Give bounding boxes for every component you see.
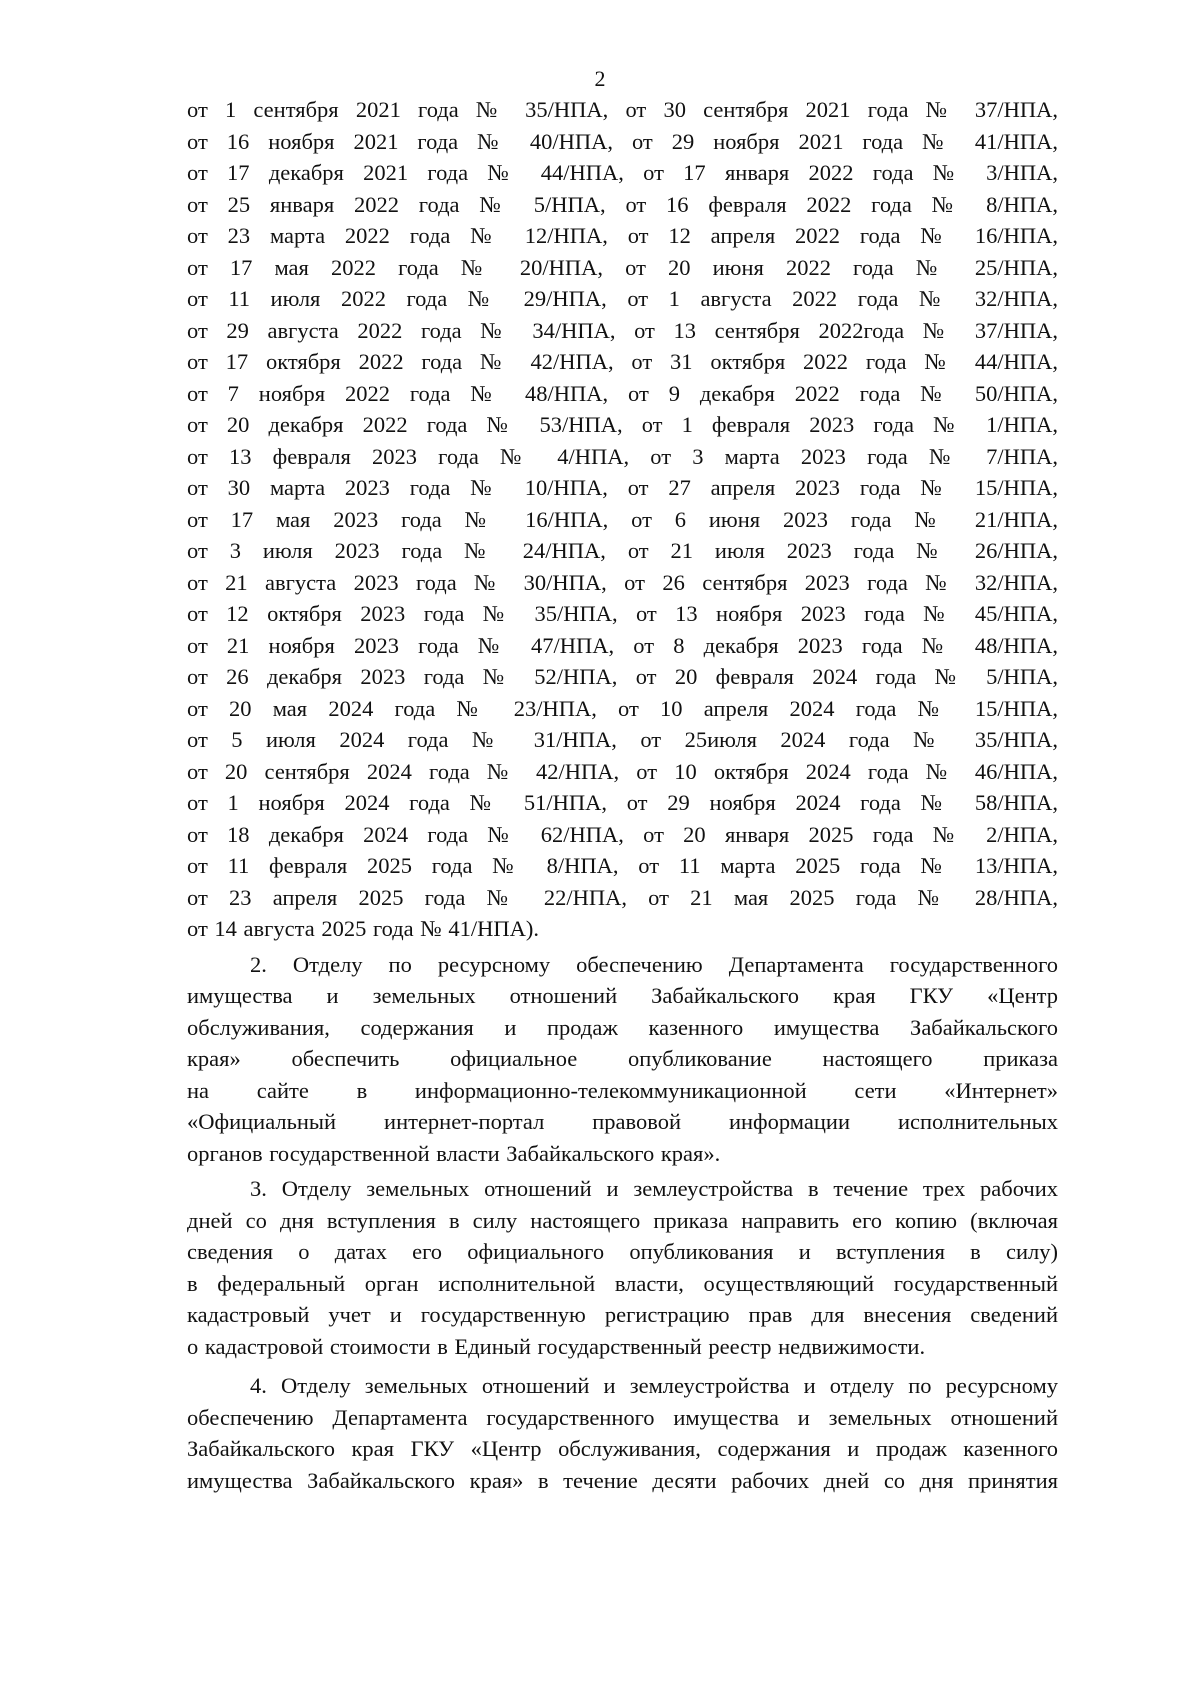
text-line: от 29 августа 2022 года № 34/НПА, от 13 сентября 2022года № 37/НПА, [187,317,1058,343]
text-line: от 25 января 2022 года № 5/НПА, от 16 февраля 2022 года № 8/НПА, [187,191,1058,217]
text-line: от 12 октября 2023 года № 35/НПА, от 13 ноября 2023 года № 45/НПА, [187,601,1058,626]
text-line: от 21 августа 2023 года № 30/НПА, от 26 сентября 2023 года № 32/НПА, [187,569,1058,595]
text-line: края» обеспечить официальное опубликование настоящего приказа [187,1046,1058,1071]
text-line: от 30 марта 2023 года № 10/НПА, от 27 апреля 2023 года № 15/НПА, [187,475,1058,500]
text-line: от 11 февраля 2025 года № 8/НПА, от 11 марта 2025 года № 13/НПА, [187,853,1058,878]
text-line: 3. Отделу земельных отношений и землеустройства в течение трех рабочих [250,1176,1058,1201]
text-line: обеспечению Департамента государственного имущества и земельных отношений [187,1404,1058,1430]
text-line: на сайте в информационно-телекоммуникационной сети «Интернет» [187,1077,1058,1103]
text-line: органов государственной власти Забайкальского края». [187,1140,721,1166]
text-line: от 17 декабря 2021 года № 44/НПА, от 17 января 2022 года № 3/НПА, [187,160,1058,185]
paragraph-2 [187,949,1058,1170]
text-line: от 1 ноября 2024 года № 51/НПА, от 29 ноября 2024 года № 58/НПА, [187,790,1058,815]
text-line: сведения о датах его официального опубликования и вступления в силу) [187,1239,1058,1264]
text-line: имущества Забайкальского края» в течение десяти рабочих дней со дня принятия [187,1467,1058,1493]
text-line: «Официальный интернет-портал правовой информации исполнительных [187,1109,1058,1134]
text-line: от 5 июля 2024 года № 31/НПА, от 25июля 2024 года № 35/НПА, [187,727,1058,752]
text-line: от 11 июля 2022 года № 29/НПА, от 1 августа 2022 года № 32/НПА, [187,286,1058,311]
text-line: от 13 февраля 2023 года № 4/НПА, от 3 марта 2023 года № 7/НПА, [187,443,1058,469]
text-line: 2. Отделу по ресурсному обеспечению Департамента государственного [250,951,1058,977]
text-line: от 17 мая 2023 года № 16/НПА, от 6 июня 2023 года № 21/НПА, [187,506,1058,532]
text-line: имущества и земельных отношений Забайкальского края ГКУ «Центр [187,983,1058,1008]
text-line: дней со дня вступления в силу настоящего приказа направить его копию (включая [187,1207,1058,1233]
page-number: 2 [594,66,606,91]
text-line: от 14 августа 2025 года № 41/НПА). [187,916,539,941]
text-line: от 3 июля 2023 года № 24/НПА, от 21 июля 2023 года № 26/НПА, [187,538,1058,563]
text-line: от 17 мая 2022 года № 20/НПА, от 20 июня 2022 года № 25/НПА, [187,254,1058,280]
text-line: о кадастровой стоимости в Единый государственный реестр недвижимости. [187,1333,926,1359]
text-line: Забайкальского края ГКУ «Центр обслуживания, содержания и продаж казенного [187,1436,1058,1461]
document-body [187,94,1058,1496]
text-line: от 20 декабря 2022 года № 53/НПА, от 1 февраля 2023 года № 1/НПА, [187,412,1058,437]
text-line: от 23 марта 2022 года № 12/НПА, от 12 апреля 2022 года № 16/НПА, [187,223,1058,248]
amendments-list [187,94,1058,945]
text-line: от 16 ноября 2021 года № 40/НПА, от 29 ноября 2021 года № 41/НПА, [187,128,1058,154]
text-line: в федеральный орган исполнительной власти, осуществляющий государственный [187,1270,1058,1296]
text-line: от 23 апреля 2025 года № 22/НПА, от 21 мая 2025 года № 28/НПА, [187,884,1058,910]
paragraph-3 [187,1173,1058,1362]
text-line: обслуживания, содержания и продаж казенного имущества Забайкальского [187,1014,1058,1040]
text-line: кадастровый учет и государственную регистрацию прав для внесения сведений [187,1302,1058,1327]
text-line: от 7 ноября 2022 года № 48/НПА, от 9 декабря 2022 года № 50/НПА, [187,380,1058,406]
text-line: от 20 мая 2024 года № 23/НПА, от 10 апреля 2024 года № 15/НПА, [187,695,1058,721]
text-line: от 17 октября 2022 года № 42/НПА, от 31 октября 2022 года № 44/НПА, [187,349,1058,374]
text-line: 4. Отделу земельных отношений и землеустройства и отделу по ресурсному [250,1373,1058,1398]
text-line: от 20 сентября 2024 года № 42/НПА, от 10 октября 2024 года № 46/НПА, [187,758,1058,784]
text-line: от 18 декабря 2024 года № 62/НПА, от 20 января 2025 года № 2/НПА, [187,821,1058,847]
text-line: от 1 сентября 2021 года № 35/НПА, от 30 сентября 2021 года № 37/НПА, [187,97,1058,122]
paragraph-4 [187,1370,1058,1496]
text-line: от 26 декабря 2023 года № 52/НПА, от 20 февраля 2024 года № 5/НПА, [187,664,1058,689]
text-line: от 21 ноября 2023 года № 47/НПА, от 8 декабря 2023 года № 48/НПА, [187,632,1058,658]
